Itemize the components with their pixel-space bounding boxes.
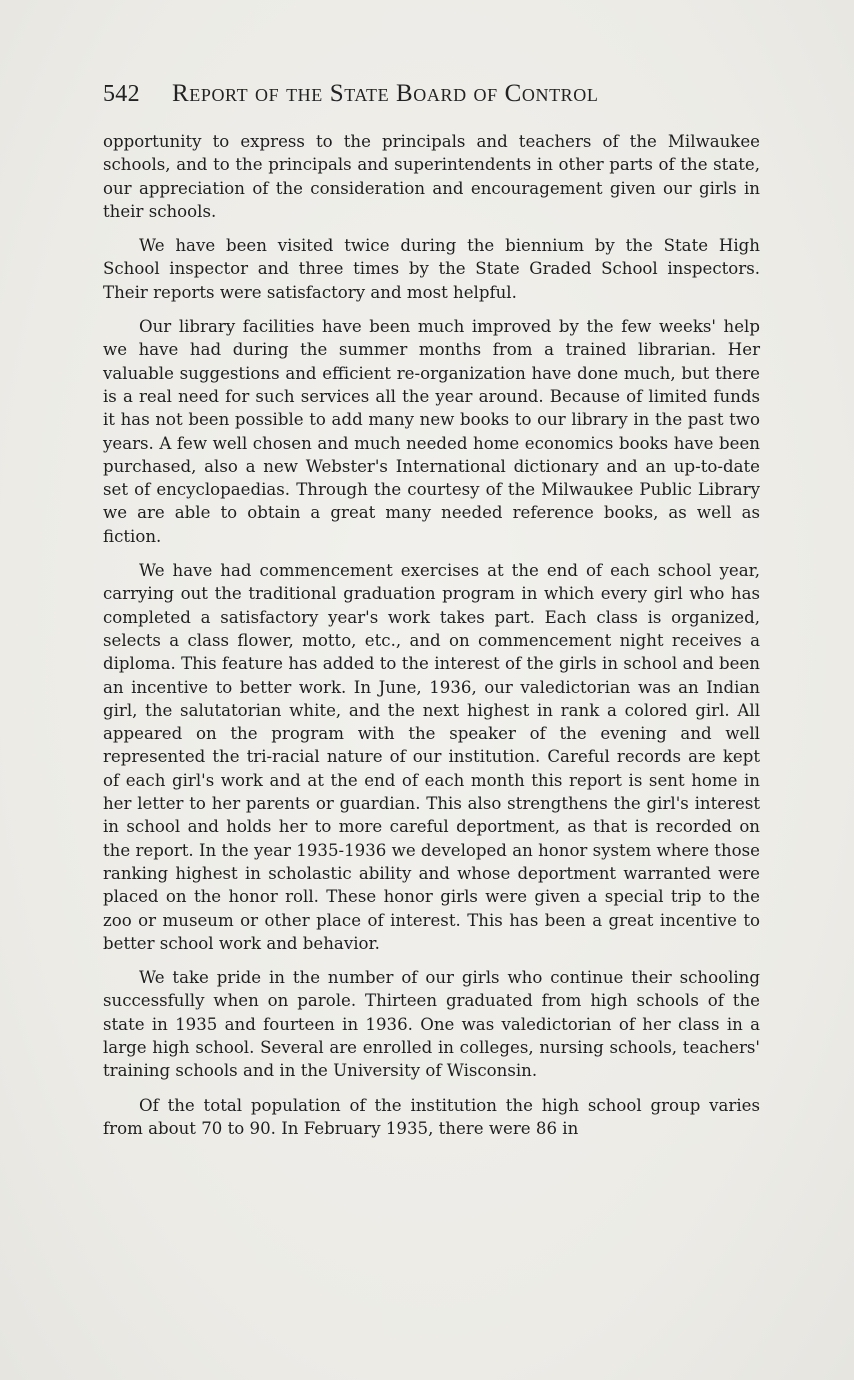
paragraph-parole-schooling: We take pride in the number of our girls who continue their schooling successfully when on parole. Thirteen graduated from high schools of the state in 1935 and fourteen in 1936. One was valedictorian of her class in a large high school. Several are enrolled in colleges, nursing schools, teachers' training schools and in the University of Wisconsin. (103, 968, 760, 1081)
body-text (103, 130, 760, 1151)
running-title: Report of the State Board of Control (171, 80, 599, 107)
page-header (103, 80, 763, 116)
paragraph-continued: opportunity to express to the principals and teachers of the Milwaukee schools, and to the principals and superintendents in other parts of the state, our appreciation of the consideration and encouragement given our girls in their schools. (103, 132, 760, 221)
paragraph-library: Our library facilities have been much improved by the few weeks' help we have had during the summer months from a trained librarian. Her valuable suggestions and efficient re-organization have done much, but there is a real need for such services all the year around. Because of limited funds it has not been possible to add many new books to our library in the past two years. A few well chosen and much needed home economics books have been purchased, also a new Webster's International dictionary and an up-to-date set of encyclopaedias. Through the courtesy of the Milwaukee Public Library we are able to obtain a great many needed reference books, as well as fiction. (103, 317, 760, 546)
paragraph-population: Of the total population of the institution the high school group varies from about 70 to 90. In February 1935, there were 86 in (103, 1095, 760, 1138)
paragraph-commencement: We have had commencement exercises at the end of each school year, carrying out the traditional graduation program in which every girl who has completed a satisfactory year's work takes part. Each class is organized, selects a class flower, motto, etc., and on commencement night receives a diploma. This feature has added to the interest of the girls in school and been an incentive to better work. In June, 1936, our valedictorian was an Indian girl, the salutatorian white, and the next highest in rank a colored girl. All appeared on the program with the speaker of the evening and well represented the tri-racial nature of our institution. Careful records are kept of each girl's work and at the end of each month this report is sent home in her letter to her parents or guardian. This also strengthens the girl's interest in school and holds her to more careful deportment, as that is recorded on the report. In the year 1935-1936 we developed an honor system where those ranking highest in scholastic ability and whose deportment warranted were placed on the honor roll. These honor girls were given a special trip to the zoo or museum or other place of interest. This has been a great incentive to better school work and behavior. (103, 561, 760, 953)
page-number: 542 (103, 81, 140, 107)
paragraph-inspections: We have been visited twice during the biennium by the State High School inspector and three times by the State Graded School inspectors. Their reports were satisfactory and most helpful. (103, 236, 760, 302)
